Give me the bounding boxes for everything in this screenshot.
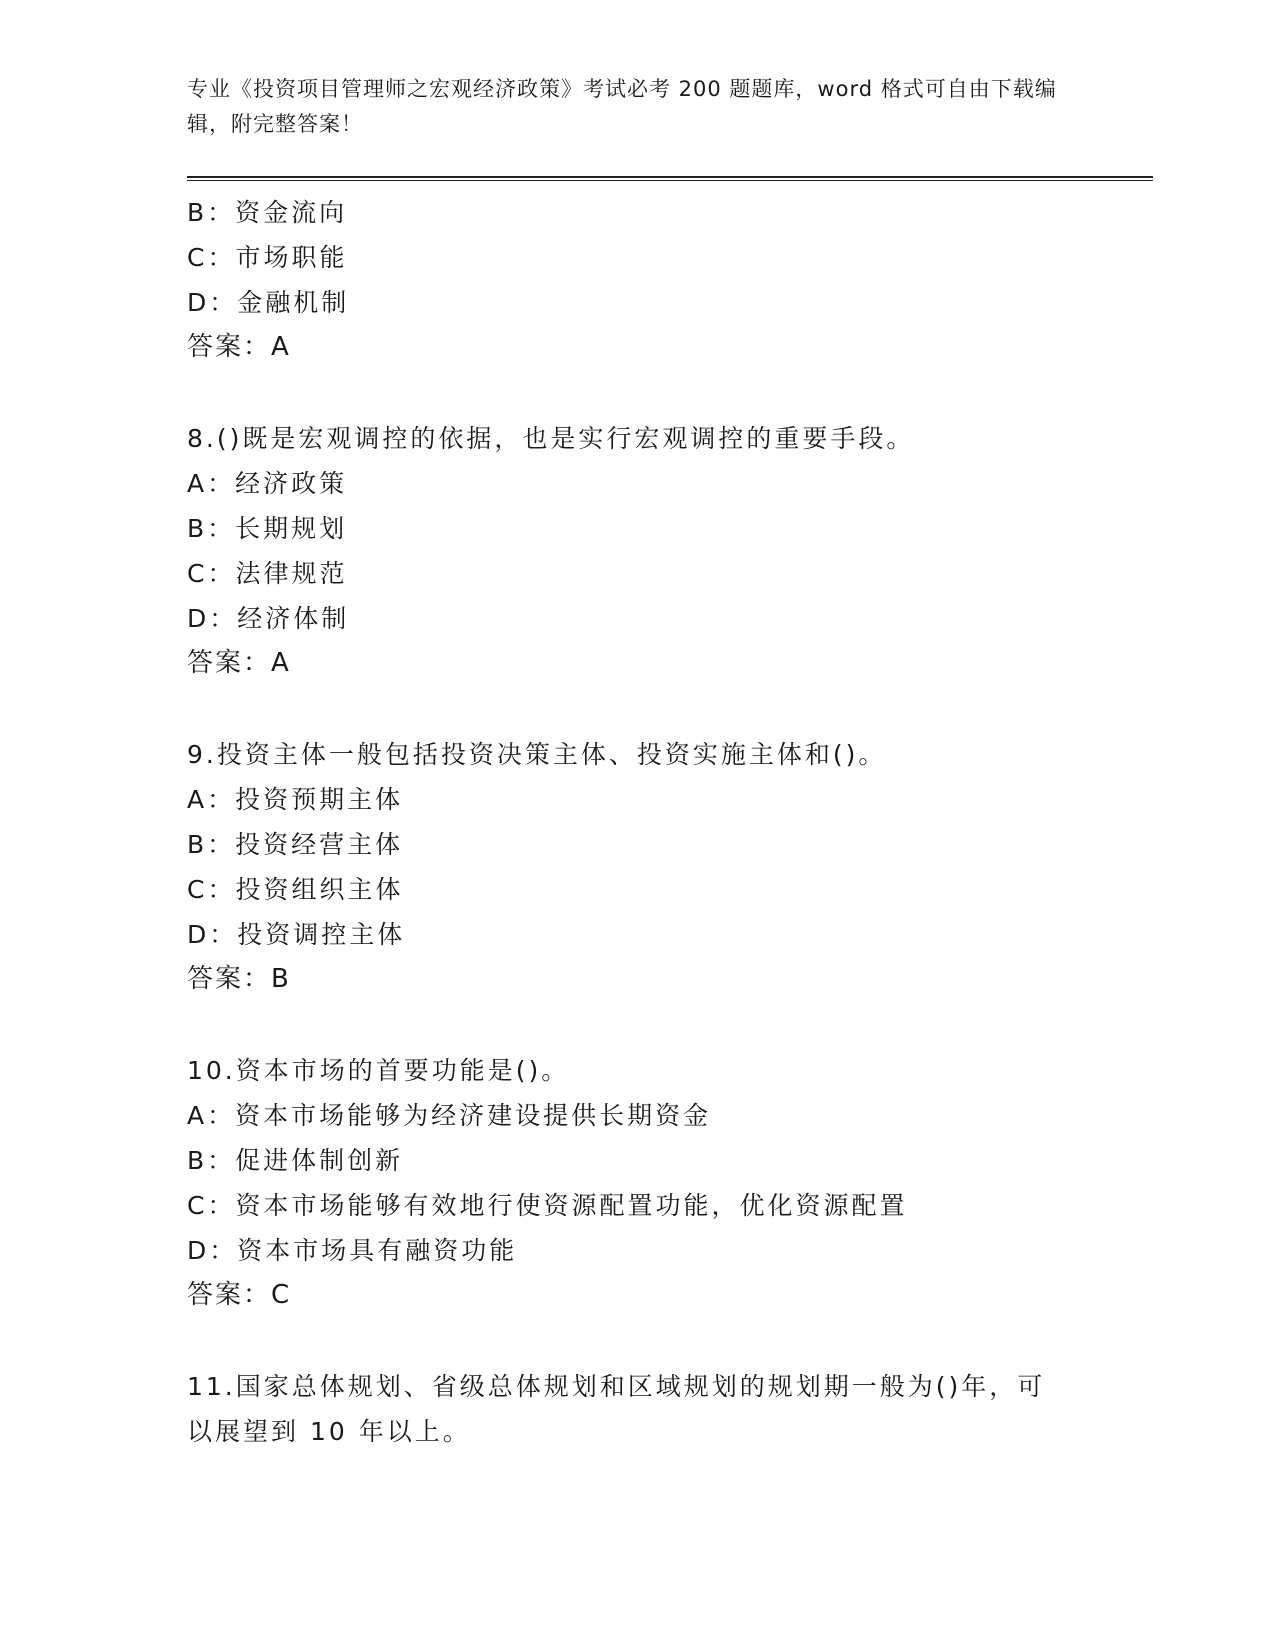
option-a: A：资本市场能够为经济建设提供长期资金 [187,1101,712,1130]
option-b: B：投资经营主体 [187,830,404,859]
header-divider [187,176,1153,181]
option-b: B：促进体制创新 [187,1146,404,1175]
answer-line: 答案：B [187,964,291,994]
question-10 [187,1048,1087,1318]
spacer [187,686,1087,732]
option-c: C：法律规范 [187,559,348,588]
option-d: D：投资调控主体 [187,920,406,949]
option-d: D：金融机制 [187,288,350,317]
question-stem: 8.()既是宏观调控的依据，也是实行宏观调控的重要手段。 [187,424,915,453]
option-c: C：资本市场能够有效地行使资源配置功能，优化资源配置 [187,1191,908,1220]
spacer [187,1002,1087,1048]
previous-question-tail [187,190,1087,370]
option-d: D：经济体制 [187,604,350,633]
option-a: A：经济政策 [187,469,348,498]
spacer [187,370,1087,416]
question-stem: 9.投资主体一般包括投资决策主体、投资实施主体和()。 [187,740,887,769]
question-9 [187,732,1087,1002]
question-content [187,190,1087,1454]
answer-line: 答案：C [187,1280,292,1310]
question-stem: 11.国家总体规划、省级总体规划和区域规划的规划期一般为()年，可以展望到 10 年以上。 [187,1372,1046,1446]
option-c: C：市场职能 [187,243,348,272]
question-11 [187,1364,1087,1454]
spacer [187,1318,1087,1364]
option-b: B：资金流向 [187,198,348,227]
option-d: D：资本市场具有融资功能 [187,1236,518,1265]
question-stem: 10.资本市场的首要功能是()。 [187,1056,570,1085]
answer-line: 答案：A [187,332,291,362]
page-header: 专业《投资项目管理师之宏观经济政策》考试必考 200 题题库，word 格式可自由下载编辑，附完整答案！ [187,77,1057,136]
option-b: B：长期规划 [187,514,348,543]
option-c: C：投资组织主体 [187,875,404,904]
answer-line: 答案：A [187,648,291,678]
option-a: A：投资预期主体 [187,785,404,814]
question-8 [187,416,1087,686]
